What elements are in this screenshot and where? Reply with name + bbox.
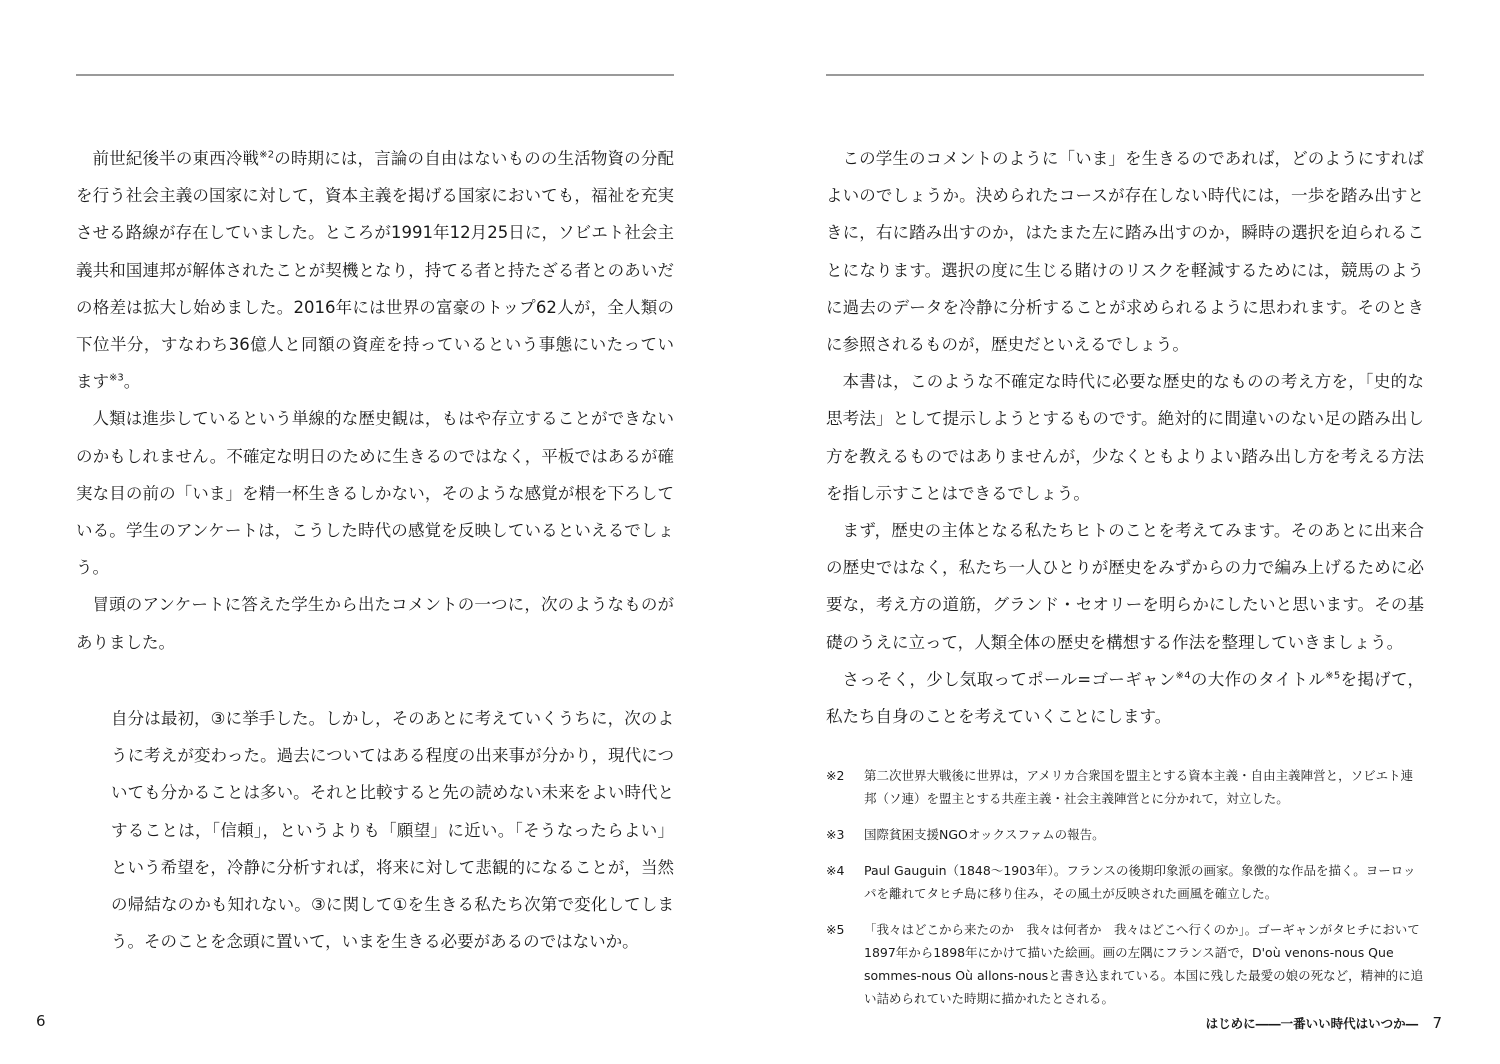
left-body-text [76, 140, 674, 661]
footnote-text: Paul Gauguin（1848〜1903年）。フランスの後期印象派の画家。象徴的な作品を描く。ヨーロッパを離れてタヒチ島に移り住み，その風土が反映された画風を確立した。 [864, 863, 1416, 901]
left-header-rule [76, 74, 674, 76]
right-paragraph-3: まず，歴史の主体となる私たちヒトのことを考えてみます。そのあとに出来合の歴史ではなく，私たち一人ひとりが歴史をみずからの力で編み上げるために必要な，考え方の道筋，グランド・セオリーを明らかにしたいと思います。その基礎のうえに立って，人類全体の歴史を構想する作法を整理していきましょう。 [826, 521, 1424, 652]
footnote-2 [826, 764, 1424, 810]
footnote-5 [826, 918, 1424, 1010]
footnote-text: 第二次世界大戦後に世界は，アメリカ合衆国を盟主とする資本主義・自由主義陣営と，ソビエト連邦（ソ連）を盟主とする共産主義・社会主義陣営とに分かれて，対立した。 [864, 768, 1414, 806]
footnote-text: 国際貧困支援NGOオックスファムの報告。 [864, 827, 1105, 842]
left-paragraph-1: 前世紀後半の東西冷戦$^{※2}$の時期には，言論の自由はないものの生活物資の分配を行う社会主義の国家に対して，資本主義を掲げる国家においても，福祉を充実させる路線が存在していました。ところが1991年12月25日に，ソビエト社会主義共和国連邦が解体されたことが契機となり，持てる者と持たざる者とのあいだの格差は拡大し始めました。2016年には世界の富豪のトップ62人が，全人類の下位半分，すなわち36億人と同額の資産を持っているという事態にいたっています$^{※3}$。 [76, 149, 675, 392]
left-paragraph-3: 冒頭のアンケートに答えた学生から出たコメントの一つに，次のようなものがありました。 [76, 595, 674, 652]
right-paragraph-1: この学生のコメントのように「いま」を生きるのであれば，どのようにすればよいのでしょうか。決められたコースが存在しない時代には，一歩を踏み出すときに，右に踏み出すのか，はたまた左に踏み出すのか，瞬時の選択を迫られることになります。選択の度に生じる賭けのリスクを軽減するためには，競馬のように過去のデータを冷静に分析することが求められるように思われます。そのときに参照されるものが，歴史だといえるでしょう。 [826, 149, 1424, 355]
right-body-text [826, 140, 1424, 735]
footnote-ref-5: ※5 [1325, 670, 1341, 682]
student-comment-quote: 自分は最初，③に挙手した。しかし，そのあとに考えていくうちに，次のように考えが変わった。過去についてはある程度の出来事が分かり，現代についても分かることは多い。それと比較すると先の読めない未来をよい時代とすることは，「信頼」，というよりも「願望」に近い。「そうなったらよい」という希望を，冷静に分析すれば，将来に対して悲観的になることが，当然の帰結なのかも知れない。③に関して①を生きる私たち次第で変化してしまう。そのことを念頭に置いて，いまを生きる必要があるのではないか。 [111, 709, 675, 952]
footnote-3 [826, 823, 1424, 846]
footnote-mark: ※3 [826, 827, 845, 842]
right-page-number: 7 [1432, 1014, 1442, 1032]
footnote-ref-4: ※4 [1175, 670, 1191, 682]
footnote-4 [826, 859, 1424, 905]
footnote-ref-3: ※3 [109, 372, 124, 384]
footnote-mark: ※4 [826, 863, 845, 878]
left-paragraph-2: 人類は進歩しているという単線的な歴史観は，もはや存立することができないのかもしれません。不確定な明日のために生きるのではなく，平板ではあるが確実な目の前の「いま」を精一杯生きるしかない，そのような感覚が根を下ろしている。学生のアンケートは，こうした時代の感覚を反映しているといえるでしょう。 [76, 409, 674, 578]
right-header-rule [826, 74, 1424, 76]
footnotes [826, 764, 1424, 1023]
right-paragraph-2: 本書は，このような不確定な時代に必要な歴史的なものの考え方を，「史的な思考法」として提示しようとするものです。絶対的に間違いのない足の踏み出し方を教えるものではありませんが，少なくともよりよい踏み出し方を考える方法を指し示すことはできるでしょう。 [826, 372, 1424, 503]
left-page-number: 6 [36, 1012, 46, 1030]
right-paragraph-4: さっそく，少し気取ってポール=ゴーギャン$^{※4}$の大作のタイトル$^{※5}$を掲げて，私たち自身のことを考えていくことにします。 [826, 669, 1424, 727]
footnote-mark: ※5 [826, 922, 845, 937]
running-head: はじめに――一番いい時代はいつか― 7 [1205, 1014, 1442, 1032]
footnote-ref-2: ※2 [259, 149, 275, 161]
footnote-text: 「我々はどこから来たのか 我々は何者か 我々はどこへ行くのか」。ゴーギャンがタヒチにおいて1897年から1898年にかけて描いた絵画。画の左隅にフランス語で，D'où venons-nous Que sommes-nous Où allons-nousと書き込まれている。本国に残した最愛の娘の死など，精神的に追い詰められていた時期に描かれたとされる。 [864, 922, 1424, 1006]
footnote-mark: ※2 [826, 768, 845, 783]
